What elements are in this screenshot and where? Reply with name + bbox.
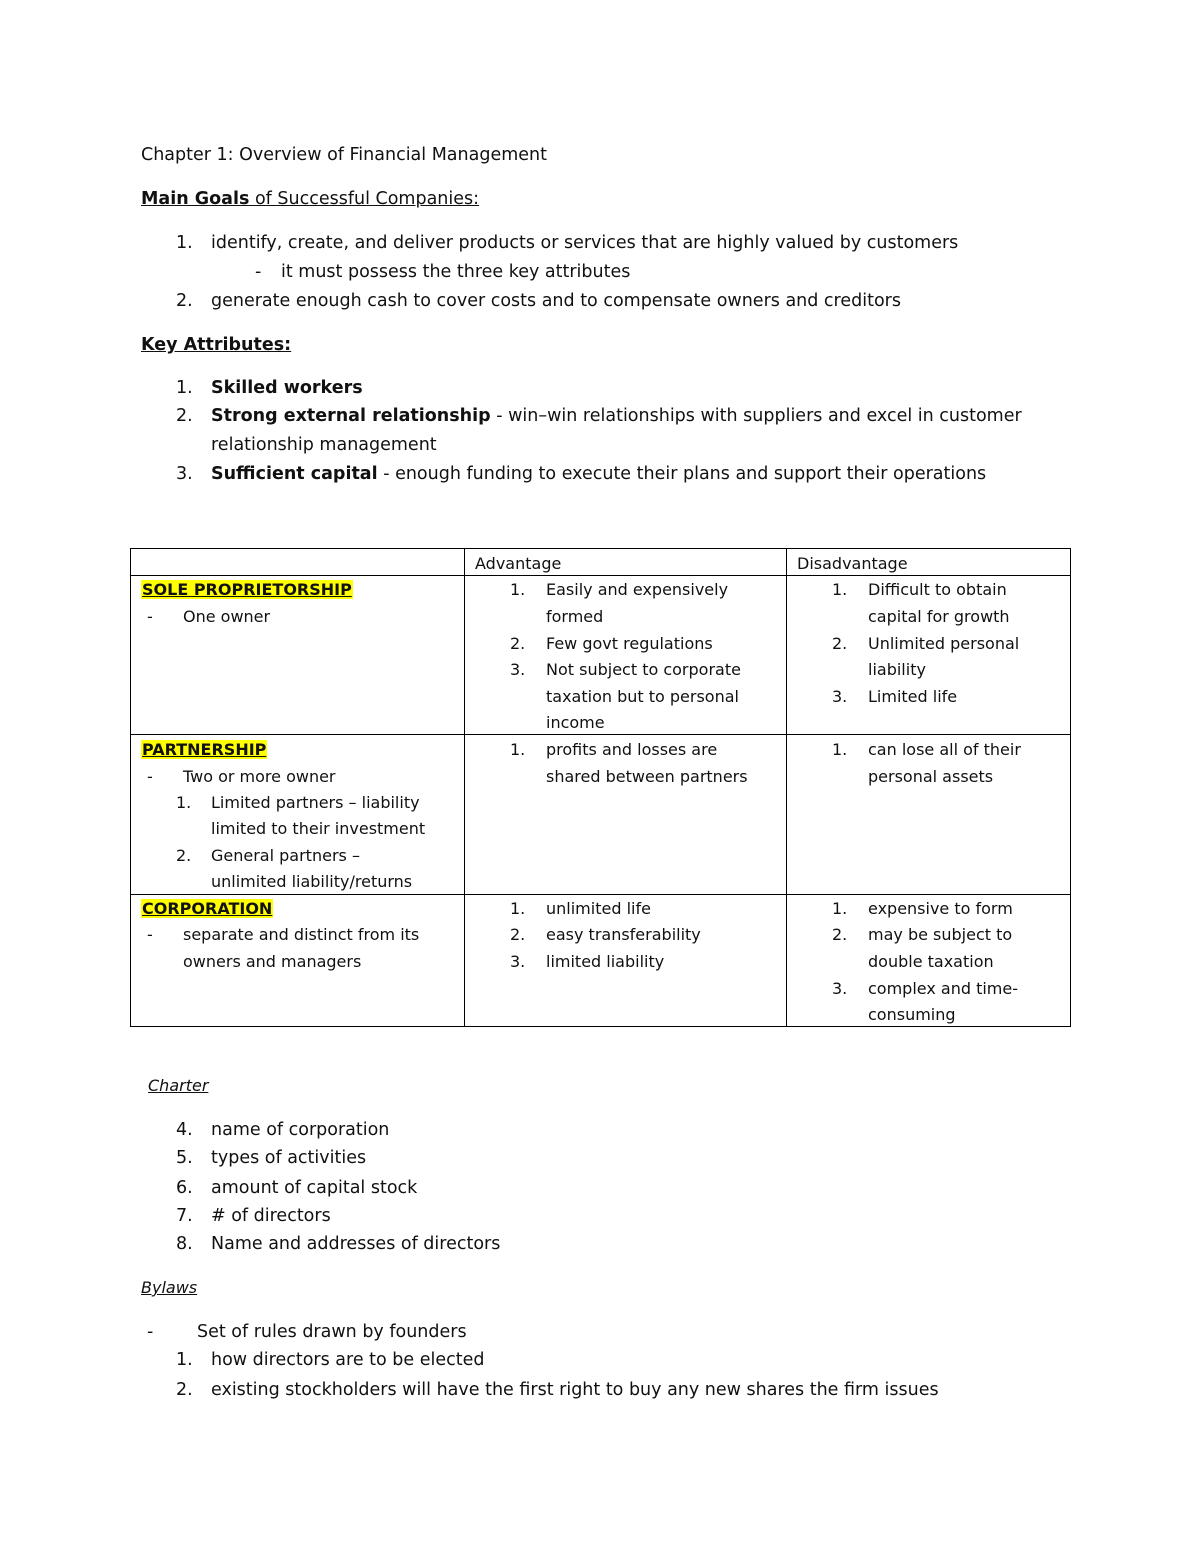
charter-item: Name and addresses of directors — [211, 1234, 501, 1254]
advantage-number: 1. — [510, 740, 526, 759]
row-desc-bullet: - — [147, 607, 153, 626]
advantage-number: 3. — [510, 660, 526, 679]
disadvantage-line: double taxation — [868, 952, 994, 971]
table-border — [130, 575, 1071, 576]
partner-type-line: Limited partners – liability — [211, 793, 420, 812]
table-border — [130, 1026, 1071, 1027]
advantage-number: 3. — [510, 952, 526, 971]
charter-number: 5. — [176, 1148, 193, 1168]
charter-number: 4. — [176, 1120, 193, 1140]
advantage-number: 1. — [510, 899, 526, 918]
row-title-sole-proprietorship — [141, 582, 353, 598]
goal-sub-bullet: - — [255, 262, 262, 282]
disadvantage-line: capital for growth — [868, 607, 1010, 626]
attribute-name: Strong external relationship — [211, 406, 491, 426]
charter-item: amount of capital stock — [211, 1178, 418, 1198]
main-goals-heading — [141, 191, 479, 209]
advantage-number: 2. — [510, 634, 526, 653]
goal-number: 1. — [176, 233, 193, 253]
row-title-partnership — [141, 742, 267, 758]
charter-number: 8. — [176, 1234, 193, 1254]
disadvantage-line: expensive to form — [868, 899, 1013, 918]
partner-type-number: 1. — [176, 793, 192, 812]
attribute-name: Sufficient capital — [211, 464, 378, 484]
advantage-line: Easily and expensively — [546, 580, 729, 599]
attribute-desc-cont: relationship management — [211, 435, 437, 455]
partner-type-line: unlimited liability/returns — [211, 872, 413, 891]
charter-item: # of directors — [211, 1206, 331, 1226]
bylaws-bullet: - — [147, 1322, 154, 1342]
attribute-number: 2. — [176, 406, 193, 426]
disadvantage-number: 1. — [832, 580, 848, 599]
disadvantage-line: Difficult to obtain — [868, 580, 1007, 599]
attribute-number: 1. — [176, 378, 193, 398]
key-attributes-heading: Key Attributes: — [141, 335, 292, 355]
row-desc-bullet: - — [147, 925, 153, 944]
table-border — [130, 734, 1071, 735]
table-border — [464, 548, 465, 1027]
goal-sub-text: it must possess the three key attributes — [281, 262, 631, 282]
row-title-corporation — [141, 901, 273, 917]
attribute-number: 3. — [176, 464, 193, 484]
main-goals-heading-rest: of Successful Companies: — [249, 189, 480, 209]
disadvantage-number: 1. — [832, 740, 848, 759]
main-goals-heading-bold: Main Goals — [141, 189, 250, 209]
advantage-line: easy transferability — [546, 925, 701, 944]
row-desc: Two or more owner — [183, 767, 336, 786]
advantage-line: income — [546, 713, 605, 732]
bylaws-number: 2. — [176, 1380, 193, 1400]
disadvantage-number: 2. — [832, 634, 848, 653]
table-border — [1070, 548, 1071, 1027]
attribute-name: Skilled workers — [211, 378, 363, 398]
charter-number: 7. — [176, 1206, 193, 1226]
advantage-line: taxation but to personal — [546, 687, 739, 706]
disadvantage-line: may be subject to — [868, 925, 1013, 944]
bylaws-bullet-text: Set of rules drawn by founders — [197, 1322, 467, 1342]
table-border — [130, 894, 1071, 895]
goal-number: 2. — [176, 291, 193, 311]
attribute-item — [211, 466, 986, 484]
disadvantage-line: liability — [868, 660, 926, 679]
row-desc-bullet: - — [147, 767, 153, 786]
table-header-advantage: Advantage — [475, 554, 562, 573]
attribute-desc: - win–win relationships with suppliers and excel in customer — [490, 406, 1022, 426]
advantage-line: unlimited life — [546, 899, 651, 918]
charter-item: types of activities — [211, 1148, 367, 1168]
goal-text: generate enough cash to cover costs and to compensate owners and creditors — [211, 291, 901, 311]
attribute-item — [211, 380, 363, 398]
advantage-line: formed — [546, 607, 604, 626]
disadvantage-line: personal assets — [868, 767, 994, 786]
disadvantage-number: 3. — [832, 979, 848, 998]
advantage-line: limited liability — [546, 952, 665, 971]
charter-number: 6. — [176, 1178, 193, 1198]
disadvantage-number: 3. — [832, 687, 848, 706]
table-header-disadvantage: Disadvantage — [797, 554, 908, 573]
advantage-number: 2. — [510, 925, 526, 944]
disadvantage-number: 2. — [832, 925, 848, 944]
disadvantage-line: complex and time- — [868, 979, 1018, 998]
row-desc: owners and managers — [183, 952, 362, 971]
disadvantage-line: Limited life — [868, 687, 958, 706]
disadvantage-line: can lose all of their — [868, 740, 1021, 759]
attribute-desc: - enough funding to execute their plans and support their operations — [377, 464, 987, 484]
bylaws-number: 1. — [176, 1350, 193, 1370]
row-title-text: CORPORATION — [142, 899, 273, 918]
advantage-line: shared between partners — [546, 767, 748, 786]
partner-type-number: 2. — [176, 846, 192, 865]
disadvantage-line: consuming — [868, 1005, 956, 1024]
row-desc: One owner — [183, 607, 271, 626]
attribute-item — [211, 408, 1022, 426]
disadvantage-line: Unlimited personal — [868, 634, 1020, 653]
chapter-title: Chapter 1: Overview of Financial Management — [141, 145, 547, 165]
advantage-number: 1. — [510, 580, 526, 599]
charter-item: name of corporation — [211, 1120, 390, 1140]
row-title-text: PARTNERSHIP — [142, 740, 267, 759]
row-title-text: SOLE PROPRIETORSHIP — [142, 580, 352, 599]
table-border — [130, 548, 131, 1027]
table-border — [786, 548, 787, 1027]
bylaws-item: how directors are to be elected — [211, 1350, 485, 1370]
disadvantage-number: 1. — [832, 899, 848, 918]
partner-type-line: General partners – — [211, 846, 360, 865]
advantage-line: Few govt regulations — [546, 634, 713, 653]
table-border — [130, 548, 1071, 549]
row-desc: separate and distinct from its — [183, 925, 420, 944]
bylaws-item: existing stockholders will have the first right to buy any new shares the firm issues — [211, 1380, 939, 1400]
advantage-line: Not subject to corporate — [546, 660, 741, 679]
goal-text: identify, create, and deliver products or services that are highly valued by customers — [211, 233, 959, 253]
advantage-line: profits and losses are — [546, 740, 718, 759]
charter-heading: Charter — [148, 1076, 209, 1095]
partner-type-line: limited to their investment — [211, 819, 426, 838]
bylaws-heading: Bylaws — [141, 1278, 198, 1297]
